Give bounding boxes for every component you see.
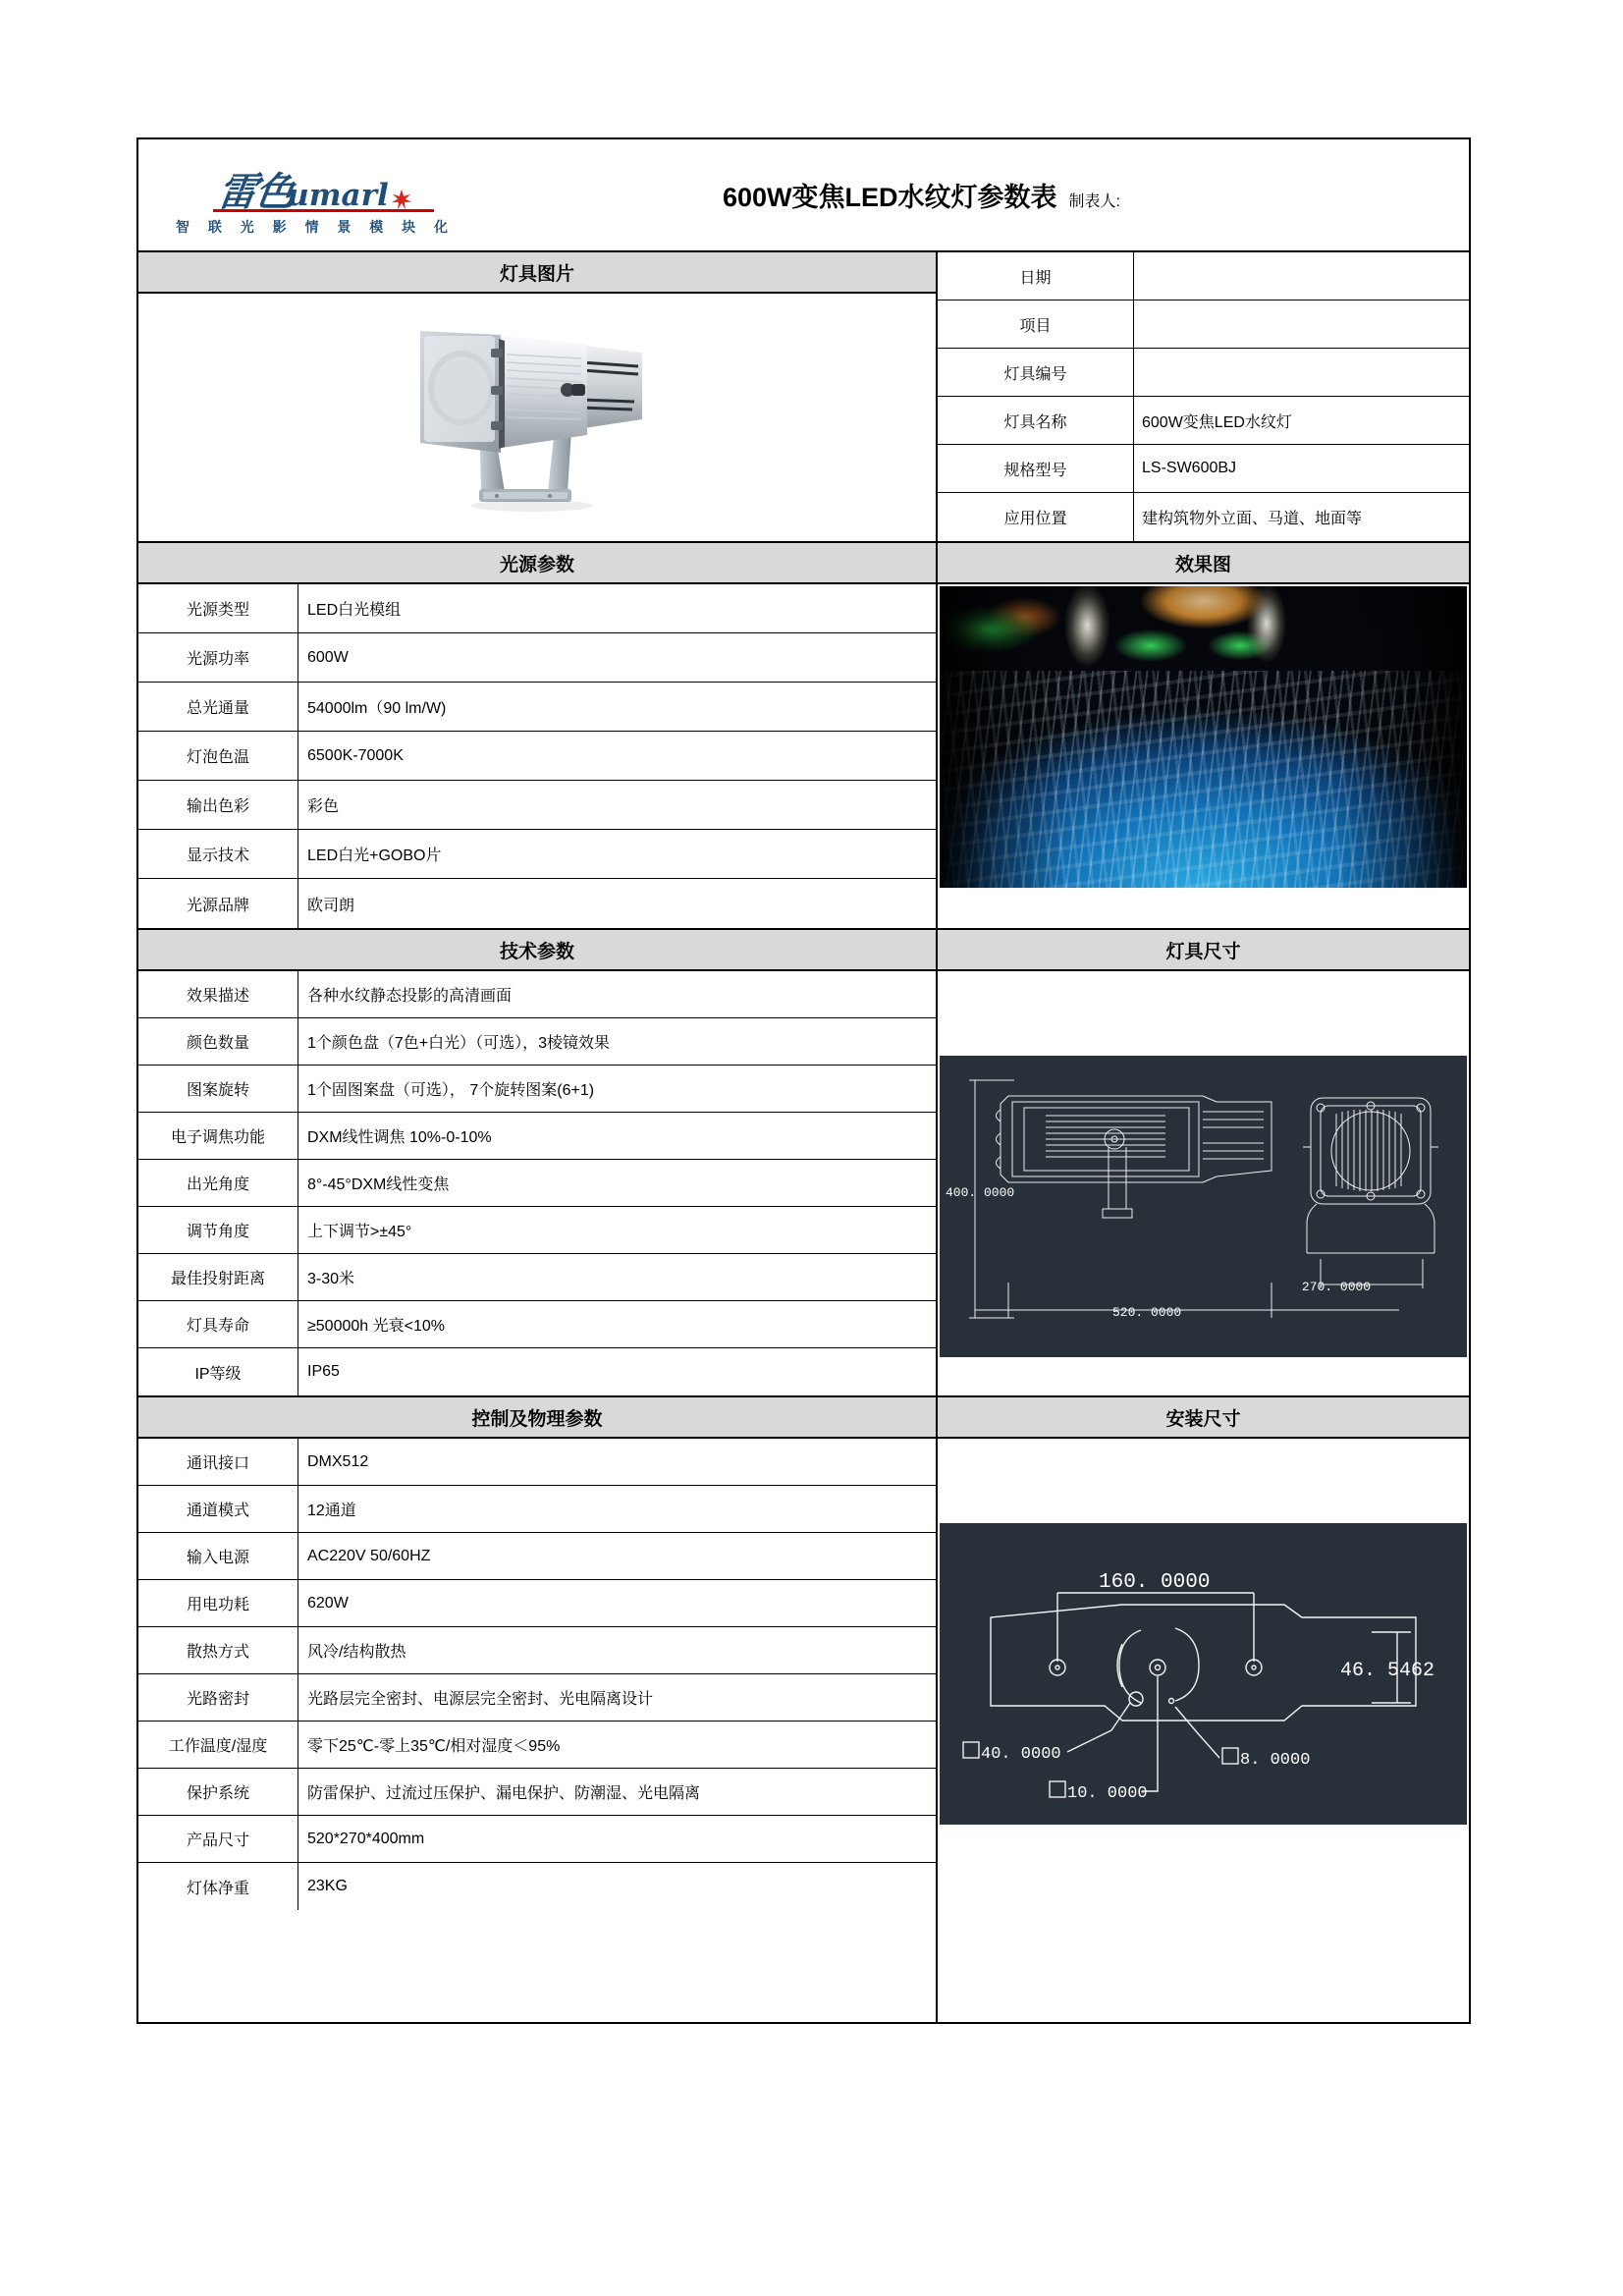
table-row bbox=[938, 301, 1469, 349]
param-value: 54000lm（90 lm/W) bbox=[307, 700, 447, 717]
row-photo-info bbox=[138, 252, 1469, 541]
table-row bbox=[138, 879, 936, 928]
section-header-effect-image: 效果图 bbox=[938, 543, 1469, 584]
param-value: 各种水纹静态投影的高清画面 bbox=[307, 988, 513, 1005]
table-row bbox=[138, 1863, 936, 1910]
info-value[interactable]: LS-SW600BJ bbox=[1142, 460, 1237, 476]
param-value: 零下25℃-零上35℃/相对湿度＜95% bbox=[307, 1738, 561, 1755]
param-value: 12通道 bbox=[307, 1503, 356, 1519]
param-label: 保护系统 bbox=[138, 1769, 298, 1815]
row-control-install bbox=[138, 1395, 1469, 2022]
info-table-column bbox=[938, 252, 1469, 541]
table-row bbox=[938, 493, 1469, 541]
maker-label: 制表人: bbox=[1068, 193, 1120, 210]
logo-english-name: umarl bbox=[287, 178, 389, 213]
info-value[interactable]: 600W变焦LED水纹灯 bbox=[1142, 413, 1292, 431]
install-dimensions-spacer bbox=[938, 1439, 1469, 1521]
table-row bbox=[138, 971, 936, 1018]
param-value: LED白光模组 bbox=[307, 602, 402, 619]
lamp-product-photo bbox=[385, 309, 689, 520]
row-tech-dimensions bbox=[138, 928, 1469, 1395]
row-source-effect bbox=[138, 541, 1469, 928]
param-value: 防雷保护、过流过压保护、漏电保护、防潮湿、光电隔离 bbox=[307, 1785, 701, 1802]
tech-params-column bbox=[138, 930, 938, 1395]
param-value: 光路层完全密封、电源层完全密封、光电隔离设计 bbox=[307, 1691, 654, 1708]
info-value[interactable] bbox=[1134, 349, 1469, 396]
param-label: 最佳投射距离 bbox=[138, 1254, 298, 1300]
table-row bbox=[138, 732, 936, 781]
section-header-lamp-photo: 灯具图片 bbox=[138, 252, 936, 294]
param-label: 散热方式 bbox=[138, 1627, 298, 1673]
table-row bbox=[138, 1018, 936, 1066]
info-label: 规格型号 bbox=[938, 445, 1134, 492]
info-label: 灯具名称 bbox=[938, 397, 1134, 444]
table-row bbox=[138, 1066, 936, 1113]
table-row bbox=[138, 1769, 936, 1816]
param-label: 灯体净重 bbox=[138, 1863, 298, 1910]
param-label: 图案旋转 bbox=[138, 1066, 298, 1112]
table-row bbox=[938, 397, 1469, 445]
lamp-photo-cell bbox=[138, 294, 936, 536]
cad-mounting-plate-view bbox=[940, 1523, 1467, 1825]
section-header-install-dimensions: 安装尺寸 bbox=[938, 1397, 1469, 1439]
param-value: 3-30米 bbox=[307, 1271, 355, 1287]
param-value: 风冷/结构散热 bbox=[307, 1644, 406, 1661]
page-title: 600W变焦LED水纹灯参数表 bbox=[723, 183, 1057, 212]
param-label: 光源功率 bbox=[138, 633, 298, 682]
lamp-dimension-drawing bbox=[940, 1056, 1467, 1357]
param-value: ≥50000h 光衰<10% bbox=[307, 1318, 445, 1335]
param-label: 工作温度/湿度 bbox=[138, 1722, 298, 1768]
table-row bbox=[138, 1722, 936, 1769]
table-row bbox=[138, 1580, 936, 1627]
table-row bbox=[138, 781, 936, 830]
param-value: 600W bbox=[307, 648, 349, 666]
table-row bbox=[138, 1348, 936, 1395]
info-value[interactable] bbox=[1134, 301, 1469, 348]
table-row bbox=[138, 683, 936, 732]
param-label: 通道模式 bbox=[138, 1486, 298, 1532]
param-value: 520*270*400mm bbox=[307, 1830, 425, 1847]
param-label: 输出色彩 bbox=[138, 781, 298, 829]
info-label: 应用位置 bbox=[938, 493, 1134, 541]
effect-image-column bbox=[938, 543, 1469, 928]
spec-sheet-table bbox=[136, 137, 1471, 2024]
param-label: 电子调焦功能 bbox=[138, 1113, 298, 1159]
table-row bbox=[138, 1486, 936, 1533]
table-row bbox=[138, 1160, 936, 1207]
param-label: 效果描述 bbox=[138, 971, 298, 1017]
dim-length-label: 520. 0000 bbox=[1112, 1305, 1182, 1320]
param-value: DMX512 bbox=[307, 1452, 369, 1470]
table-row bbox=[138, 1816, 936, 1863]
param-value: 上下调节>±45° bbox=[307, 1224, 412, 1240]
control-params-column bbox=[138, 1397, 938, 2022]
param-label: 光路密封 bbox=[138, 1674, 298, 1721]
dim-plate-height-label: 46. 5462 bbox=[1340, 1660, 1435, 1682]
param-value: 8°-45°DXM线性变焦 bbox=[307, 1176, 450, 1193]
param-label: 产品尺寸 bbox=[138, 1816, 298, 1862]
table-row bbox=[138, 1533, 936, 1580]
table-row bbox=[138, 1674, 936, 1722]
table-row bbox=[938, 445, 1469, 493]
table-row bbox=[138, 1113, 936, 1160]
param-value: DXM线性调焦 10%-0-10% bbox=[307, 1129, 492, 1146]
table-row bbox=[138, 1207, 936, 1254]
info-label: 灯具编号 bbox=[938, 349, 1134, 396]
param-label: 光源品牌 bbox=[138, 879, 298, 928]
cad-side-and-front-views bbox=[940, 1056, 1467, 1357]
param-label: IP等级 bbox=[138, 1348, 298, 1395]
param-label: 灯具寿命 bbox=[138, 1301, 298, 1347]
dim-slot40-label: 40. 0000 bbox=[981, 1745, 1061, 1764]
effect-vignette bbox=[940, 586, 1467, 888]
param-label: 总光通量 bbox=[138, 683, 298, 731]
table-row bbox=[938, 349, 1469, 397]
section-header-light-source: 光源参数 bbox=[138, 543, 936, 584]
param-value: IP65 bbox=[307, 1363, 340, 1380]
install-dimensions-column bbox=[938, 1397, 1469, 2022]
param-value: 6500K-7000K bbox=[307, 746, 404, 764]
param-value: LED白光+GOBO片 bbox=[307, 847, 442, 864]
param-value: 欧司朗 bbox=[307, 897, 355, 914]
param-value: 1个颜色盘（7色+白光）（可选），3棱镜效果 bbox=[307, 1035, 611, 1052]
table-row bbox=[138, 584, 936, 633]
table-row bbox=[138, 633, 936, 683]
table-row bbox=[138, 1254, 936, 1301]
section-header-control-params: 控制及物理参数 bbox=[138, 1397, 936, 1439]
param-label: 颜色数量 bbox=[138, 1018, 298, 1065]
lamp-photo-column bbox=[138, 252, 938, 541]
effect-photo bbox=[940, 586, 1467, 888]
param-value: 620W bbox=[307, 1594, 349, 1612]
param-label: 调节角度 bbox=[138, 1207, 298, 1253]
info-label: 日期 bbox=[938, 252, 1134, 300]
param-label: 用电功耗 bbox=[138, 1580, 298, 1626]
dim-slot10-label: 10. 0000 bbox=[1067, 1784, 1148, 1803]
light-source-column bbox=[138, 543, 938, 928]
param-label: 出光角度 bbox=[138, 1160, 298, 1206]
param-value: 1个固图案盘（可选）， 7个旋转图案(6+1) bbox=[307, 1082, 595, 1099]
dim-height-label: 400. 0000 bbox=[946, 1185, 1015, 1200]
table-row bbox=[138, 1439, 936, 1486]
param-value: 23KG bbox=[307, 1878, 348, 1894]
param-label: 显示技术 bbox=[138, 830, 298, 878]
dim-slot8-label: 8. 0000 bbox=[1240, 1751, 1311, 1770]
info-value[interactable]: 建构筑物外立面、马道、地面等 bbox=[1142, 511, 1363, 527]
logo-wordmark bbox=[214, 157, 412, 215]
param-label: 光源类型 bbox=[138, 584, 298, 632]
param-label: 输入电源 bbox=[138, 1533, 298, 1579]
section-header-tech-params: 技术参数 bbox=[138, 930, 936, 971]
info-value[interactable] bbox=[1134, 252, 1469, 300]
table-row bbox=[138, 1301, 936, 1348]
table-row bbox=[138, 830, 936, 879]
lamp-dimensions-spacer bbox=[938, 971, 1469, 1054]
section-header-lamp-dimensions: 灯具尺寸 bbox=[938, 930, 1469, 971]
table-row bbox=[138, 1627, 936, 1674]
param-value: 彩色 bbox=[307, 798, 340, 815]
dim-width-label: 270. 0000 bbox=[1301, 1280, 1372, 1294]
title-area bbox=[492, 176, 1469, 214]
param-label: 通讯接口 bbox=[138, 1439, 298, 1485]
dim-hole-spacing-label: 160. 0000 bbox=[1099, 1571, 1211, 1594]
logo-chinese-name: 雷色 bbox=[214, 169, 297, 215]
company-logo bbox=[138, 139, 492, 250]
param-value: AC220V 50/60HZ bbox=[307, 1547, 431, 1564]
info-label: 项目 bbox=[938, 301, 1134, 348]
table-row bbox=[938, 252, 1469, 301]
install-dimension-drawing bbox=[940, 1523, 1467, 1825]
sheet-header bbox=[138, 139, 1469, 252]
star-icon bbox=[391, 189, 412, 210]
logo-tagline: 智 联 光 影 情 景 模 块 化 bbox=[176, 220, 455, 236]
param-label: 灯泡色温 bbox=[138, 732, 298, 780]
lamp-dimensions-column bbox=[938, 930, 1469, 1395]
